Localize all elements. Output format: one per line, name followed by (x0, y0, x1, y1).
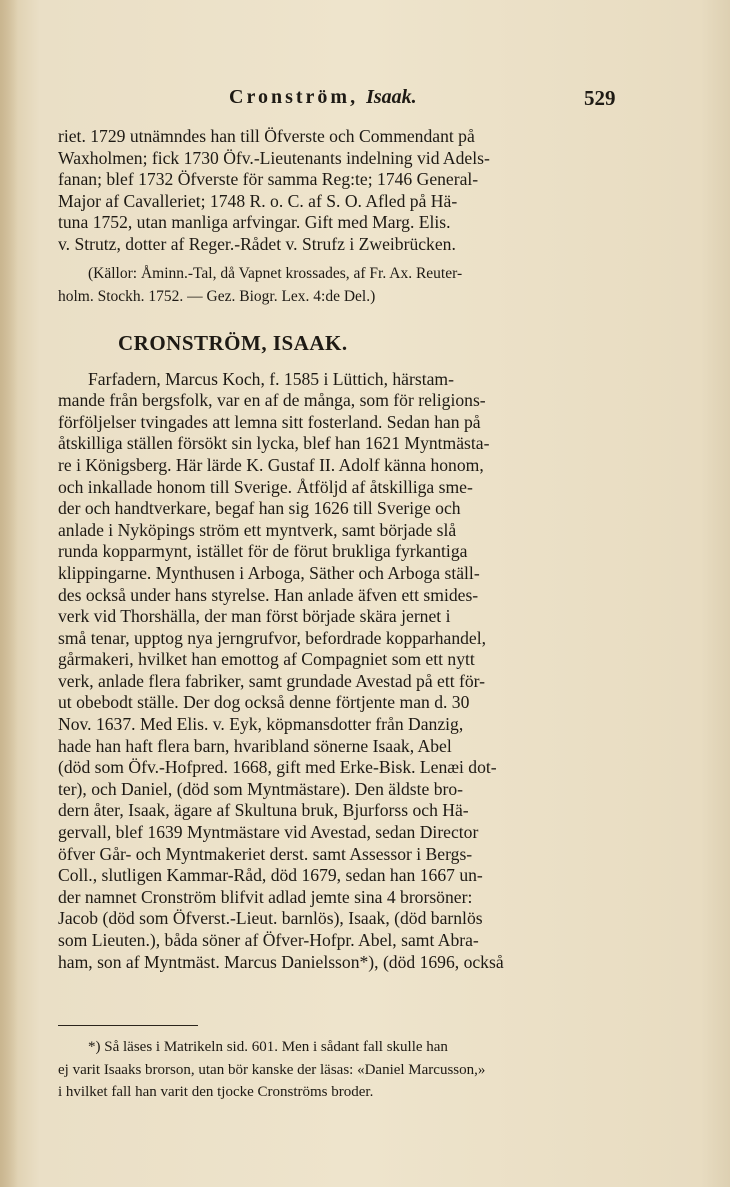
text-line: dern åter, Isaak, ägare af Skultuna bruk, Bjurforss och Hä- (58, 800, 469, 821)
text-line: fanan; blef 1732 Öfverste för samma Reg:te; 1746 General- (58, 169, 479, 190)
page-number: 529 (584, 86, 616, 110)
text-line: ham, son af Myntmäst. Marcus Danielsson*), (död 1696, också (58, 951, 504, 972)
running-title (229, 86, 417, 109)
binding-shadow (0, 0, 18, 1187)
footnote-divider (58, 1025, 198, 1026)
text-line: v. Strutz, dotter af Reger.-Rådet v. Strufz i Zweibrücken. (58, 233, 456, 254)
text-line: öfver Går- och Myntmakeriet derst. samt Assessor i Bergs- (58, 843, 473, 864)
text-line: des också under hans styrelse. Han anlade äfven ett smides- (58, 584, 479, 605)
text-line: åtskilliga ställen försökt sin lycka, blef han 1621 Myntmästa- (58, 433, 490, 454)
sources-line: (Källor: Åminn.-Tal, då Vapnet krossades, af Fr. Ax. Reuter- (88, 264, 463, 282)
text-line: hade han haft flera barn, hvaribland sönerne Isaak, Abel (58, 735, 452, 756)
text-line: Nov. 1637. Med Elis. v. Eyk, köpmansdotter från Danzig, (58, 714, 464, 735)
text-line: verk, anlade flera fabriker, samt grundade Avestad på ett för- (58, 670, 486, 691)
sources-line: holm. Stockh. 1752. — Gez. Biogr. Lex. 4:de Del.) (58, 287, 376, 305)
text-line: och inkallade honom till Sverige. Åtföljd af åtskilliga sme- (58, 476, 473, 497)
running-header (0, 86, 730, 116)
running-title-forename: Isaak. (366, 86, 417, 108)
text-line: tuna 1752, utan manliga arfvingar. Gift med Marg. Elis. (58, 212, 451, 233)
entry-heading: CRONSTRÖM, ISAAK. (118, 330, 348, 355)
text-line: runda kopparmynt, istället för de förut brukliga fyrkantiga (58, 541, 468, 562)
text-line: Farfadern, Marcus Koch, f. 1585 i Lüttich, härstam- (88, 368, 454, 389)
text-line: re i Königsberg. Här lärde K. Gustaf II. Adolf känna honom, (58, 454, 484, 475)
text-line: som Lieuten.), båda söner af Öfver-Hofpr. Abel, samt Abra- (58, 930, 479, 950)
text-line: ter), och Daniel, (död som Myntmästare). Den äldste bro- (58, 778, 464, 799)
footnote (58, 1036, 638, 1104)
text-line: anlade i Nyköpings ström ett myntverk, samt började slå (58, 519, 457, 540)
text-line: mande från bergsfolk, var en af de många, som för religions- (58, 390, 486, 411)
text-line: ut obebodt ställe. Der dog också denne förtjente man d. 30 (58, 692, 470, 713)
footnote-line: ej varit Isaaks brorson, utan bör kanske der läsas: «Daniel Marcusson,» (58, 1061, 486, 1078)
text-line: gårmakeri, hvilket han emottog af Compagniet som ett nytt (58, 649, 475, 670)
text-line: der och handtverkare, begaf han sig 1626 till Sverige och (58, 498, 461, 519)
text-line: der namnet Cronström blifvit adlad jemte sina 4 brorsöner: (58, 886, 473, 907)
text-line: gervall, blef 1639 Myntmästare vid Avestad, sedan Director (58, 822, 479, 843)
text-line: (död som Öfv.-Hofpred. 1668, gift med Erke-Bisk. Lenæi dot- (58, 757, 497, 778)
text-line: förföljelser tvingades att lemna sitt fosterland. Sedan han på (58, 411, 481, 432)
text-line: riet. 1729 utnämndes han till Öfverste och Commendant på (58, 126, 475, 146)
text-line: Coll., slutligen Kammar-Råd, död 1679, sedan han 1667 un- (58, 865, 483, 886)
text-line: klippingarne. Mynthusen i Arboga, Säther och Arboga ställ- (58, 562, 480, 583)
running-title-surname: Cronström, (229, 86, 367, 108)
main-text (58, 126, 630, 973)
footnote-line: i hvilket fall han varit den tjocke Cronströms broder. (58, 1084, 374, 1100)
footnote-line: *) Så läses i Matrikeln sid. 601. Men i sådant fall skulle han (88, 1039, 448, 1055)
text-line: verk vid Thorshälla, der man först började skära jernet i (58, 606, 451, 627)
text-line: Major af Cavalleriet; 1748 R. o. C. af S. O. Afled på Hä- (58, 190, 458, 211)
text-line: Waxholmen; fick 1730 Öfv.-Lieutenants indelning vid Adels- (58, 147, 490, 168)
text-line: små tenar, upptog nya jerngrufvor, befordrade kopparhandel, (58, 627, 487, 648)
text-line: Jacob (död som Öfverst.-Lieut. barnlös), Isaak, (död barnlös (58, 908, 483, 929)
